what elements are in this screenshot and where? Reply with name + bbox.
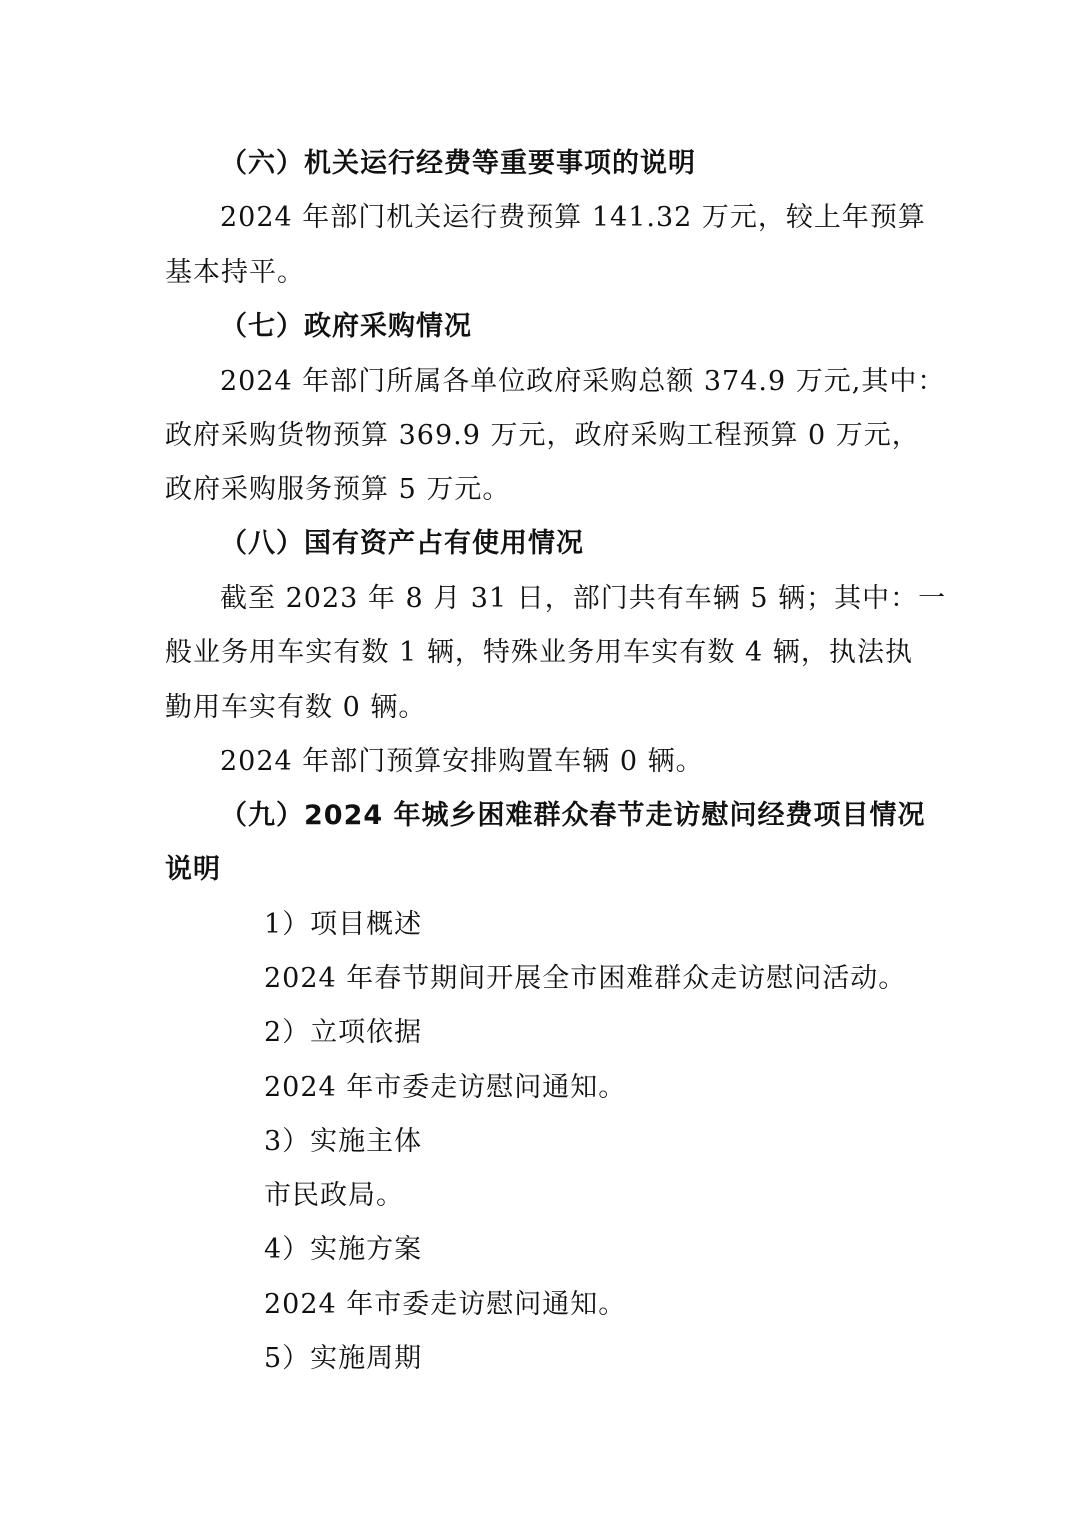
section-nine-heading-line-1: （九）2024 年城乡困难群众春节走访慰问经费项目情况	[220, 800, 926, 831]
section-seven-line-2: 政府采购货物预算 369.9 万元，政府采购工程预算 0 万元，	[165, 420, 920, 451]
item-2-title: 2）立项依据	[264, 1017, 423, 1048]
item-3-content: 市民政局。	[264, 1180, 404, 1211]
item-1-title: 1）项目概述	[264, 909, 423, 940]
section-seven-heading: （七）政府采购情况	[220, 311, 472, 342]
section-six-heading: （六）机关运行经费等重要事项的说明	[220, 148, 696, 179]
section-eight-heading: （八）国有资产占有使用情况	[220, 528, 584, 559]
item-5-title: 5）实施周期	[264, 1343, 423, 1374]
section-seven-line-3: 政府采购服务预算 5 万元。	[165, 474, 511, 505]
item-4-content: 2024 年市委走访慰问通知。	[264, 1289, 627, 1320]
section-six-line-2: 基本持平。	[165, 257, 305, 288]
item-2-content: 2024 年市委走访慰问通知。	[264, 1072, 627, 1103]
section-eight-line-1: 截至 2023 年 8 月 31 日，部门共有车辆 5 辆；其中：一	[220, 583, 947, 614]
section-six-line-1: 2024 年部门机关运行费预算 141.32 万元，较上年预算	[220, 202, 926, 233]
section-eight-line-3: 勤用车实有数 0 辆。	[165, 692, 427, 723]
item-4-title: 4）实施方案	[264, 1234, 423, 1265]
item-1-content: 2024 年春节期间开展全市困难群众走访慰问活动。	[264, 963, 907, 994]
section-seven-line-1: 2024 年部门所属各单位政府采购总额 374.9 万元,其中：	[220, 366, 946, 397]
section-eight-line-2: 般业务用车实有数 1 辆，特殊业务用车实有数 4 辆，执法执	[165, 637, 913, 668]
section-nine-heading-line-2: 说明	[165, 854, 221, 885]
section-eight-line-4: 2024 年部门预算安排购置车辆 0 辆。	[220, 746, 704, 777]
item-3-title: 3）实施主体	[264, 1126, 423, 1157]
